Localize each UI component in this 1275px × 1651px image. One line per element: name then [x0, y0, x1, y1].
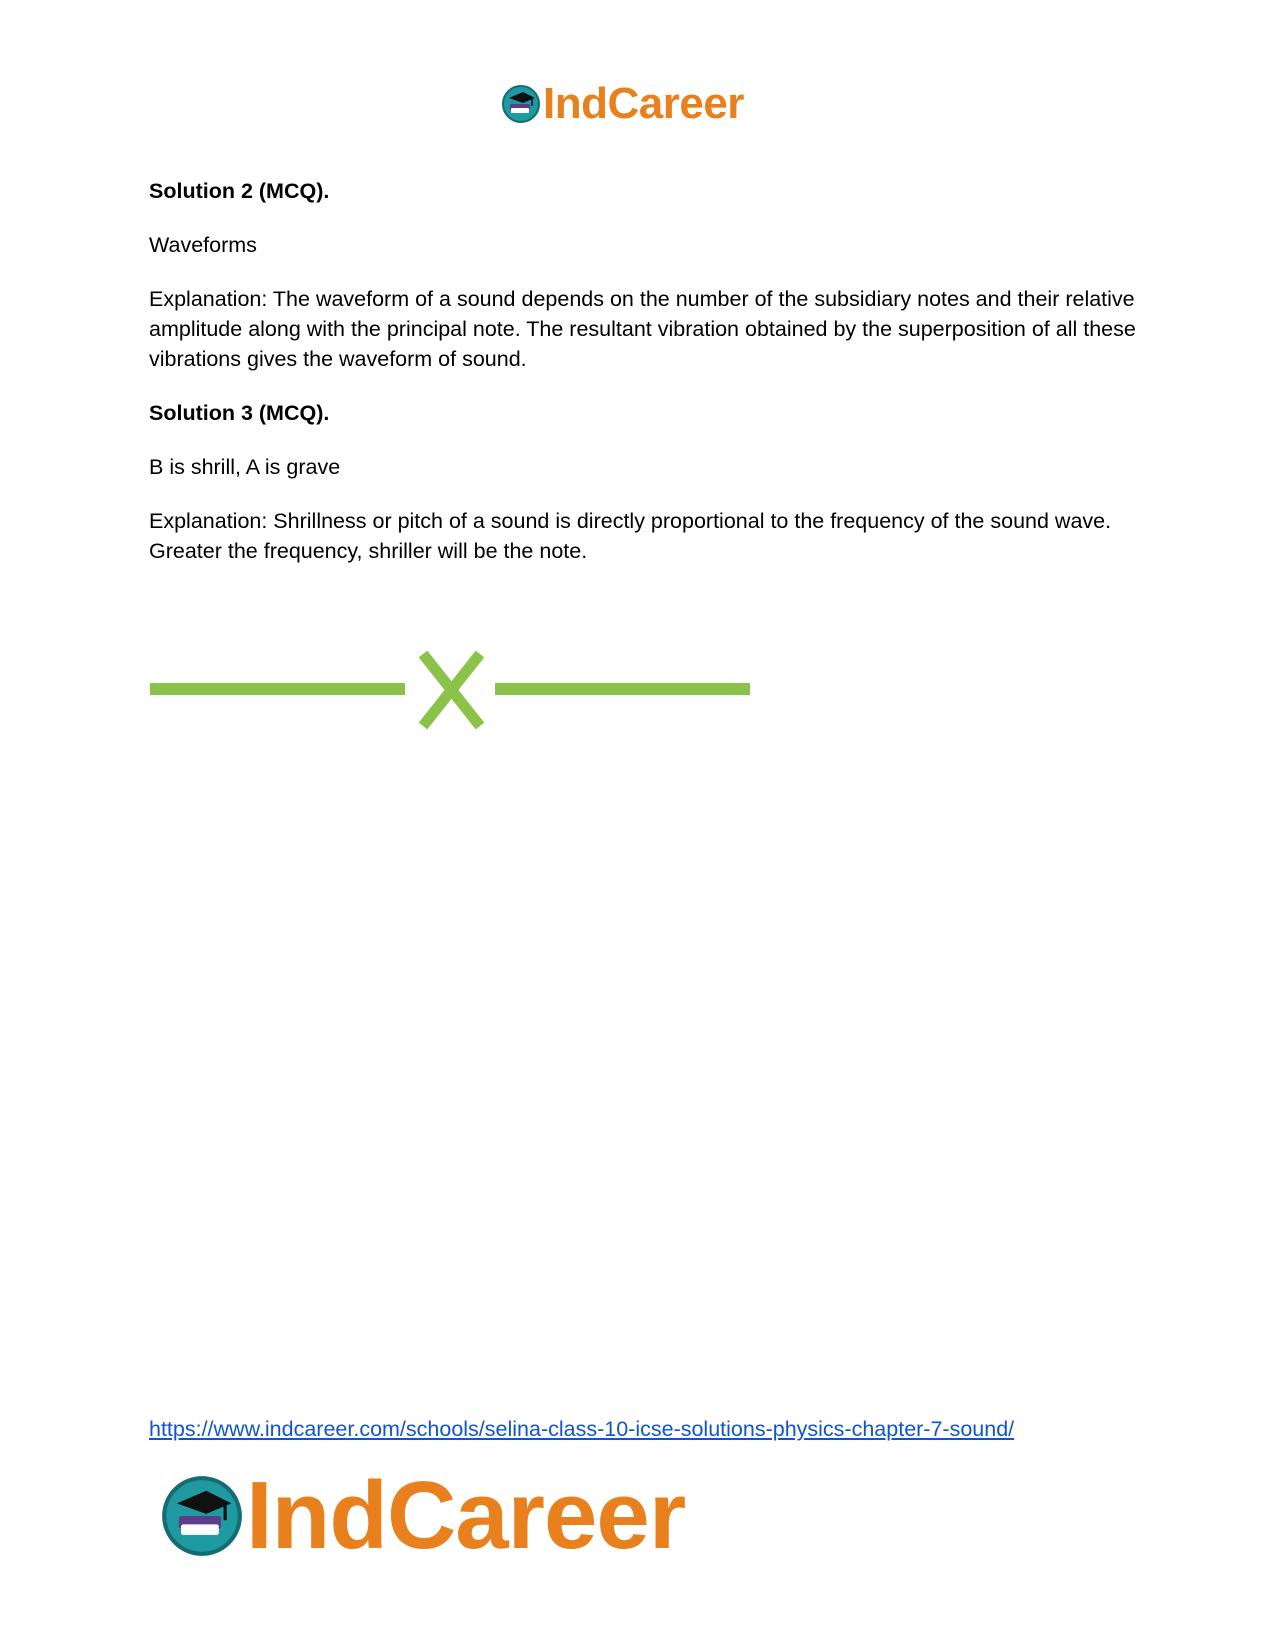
solution-3-answer: B is shrill, A is grave: [149, 455, 341, 479]
solution-2-answer: Waveforms: [149, 233, 257, 257]
footer-logo-text: IndCareer: [246, 1462, 686, 1569]
footer-url-link[interactable]: https://www.indcareer.com/schools/selina-class-10-icse-solutions-physics-chapter-7-sound/: [149, 1417, 1015, 1441]
cross-icon: [423, 654, 480, 726]
solution-2-heading: Solution 2 (MCQ).: [149, 179, 330, 203]
solution-3-explanation: Explanation: Shrillness or pitch of a sound is directly proportional to the frequency of the sound wave. Greater the frequency, shriller will be the note.: [149, 509, 1112, 563]
logo-emblem-icon: [501, 84, 541, 124]
logo-emblem-icon: [160, 1474, 244, 1558]
header-logo-text: IndCareer: [543, 79, 744, 128]
section-divider: [150, 650, 750, 730]
header-logo: [501, 80, 744, 128]
solution-3-heading: Solution 3 (MCQ).: [149, 401, 330, 425]
footer-logo: [160, 1462, 686, 1569]
solution-2-explanation: Explanation: The waveform of a sound depends on the number of the subsidiary notes and their relative amplitude along with the principal note. The resultant vibration obtained by the superposition of all these vibrations gives the waveform of sound.: [149, 287, 1136, 371]
document-body: [149, 176, 1139, 566]
